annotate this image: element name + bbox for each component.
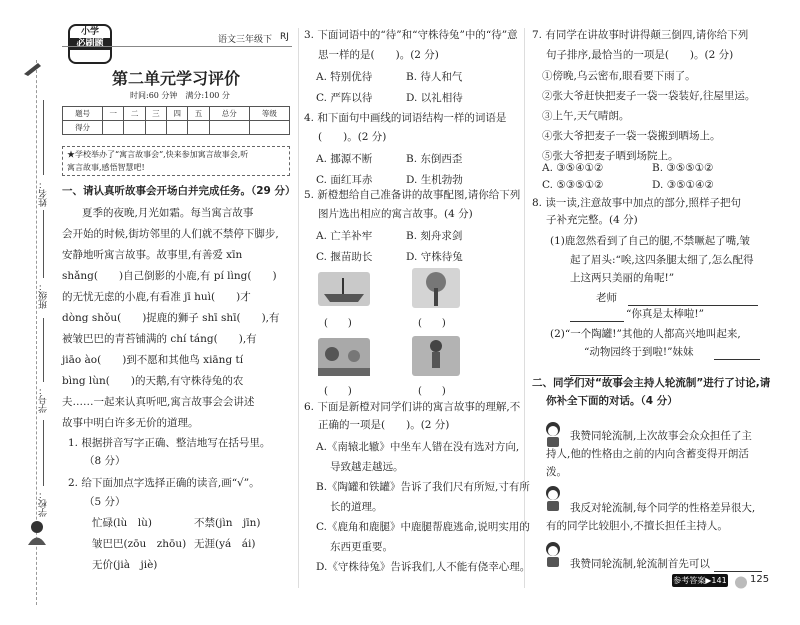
q2-item[interactable]: 不禁(jìn jīn) xyxy=(194,517,261,529)
section2-heading-line: 你补全下面的对话。（4 分） xyxy=(546,395,678,407)
q3-option[interactable]: A. 特别优待 xyxy=(316,71,373,83)
q7-sentence: ④张大爷把麦子一袋一袋搬到晒场上。 xyxy=(542,130,721,142)
q2-item[interactable]: 无价(jià jiè) xyxy=(92,559,158,571)
q7-sentence: ③上午,天气晴朗。 xyxy=(542,110,630,122)
sidebar-school-label: 学校： xyxy=(39,490,49,517)
sidebar-class-label: 班级： xyxy=(39,282,49,309)
q5-picture-farmer xyxy=(412,336,460,376)
q8-line: 子补充完整。(4 分) xyxy=(546,214,638,226)
avatar xyxy=(542,540,564,568)
dialog-line: 我赞同轮流制,上次故事会众众担任了主 xyxy=(570,430,752,442)
sidebar-school-line xyxy=(43,420,44,486)
q6-line: 6. 下面是新橙对同学们讲的寓言故事的理解,不 xyxy=(304,401,521,413)
q6-option-cont: 东西更重要。 xyxy=(330,541,393,553)
q5-picture-boat xyxy=(318,272,370,306)
header-rule xyxy=(62,46,292,47)
notice-line1: ★学校举办了“寓言故事会”,快来参加寓言故事会,听 xyxy=(67,150,249,159)
passage-line: 夫……一起来认真听吧,寓言故事会会讲述 xyxy=(62,396,255,408)
page-number: 125 xyxy=(750,574,770,585)
q8-1-teacher: 老师 xyxy=(596,292,617,304)
q8-line: 8. 读一读,注意故事中加点的部分,照样子把句 xyxy=(532,197,742,209)
score-cell[interactable] xyxy=(103,121,124,135)
q8-1-answer-line-2[interactable] xyxy=(570,310,624,322)
score-cell[interactable] xyxy=(124,121,145,135)
q7-option[interactable]: D. ③⑤①④② xyxy=(652,179,714,191)
time-info: 时间:60 分钟 满分:100 分 xyxy=(130,91,230,100)
logo-line2: 必刷题 xyxy=(70,38,110,50)
score-cell: 一 xyxy=(103,107,124,121)
q7-sentence: ②张大爷赶快把麦子一袋一袋装好,往屋里运。 xyxy=(542,90,756,102)
q7-line: 句子排序,最恰当的一项是( )。(2 分) xyxy=(546,49,734,61)
q8-2-line: (2)“一个陶罐!”其他的人都高兴地叫起来, xyxy=(550,328,741,340)
passage-line: jiāo ào( )到不愿和其他鸟 xiāng tí xyxy=(62,354,244,366)
q6-option[interactable]: A.《南辕北辙》中坐车人错在没有选对方向, xyxy=(316,441,520,453)
answer-key-tab[interactable] xyxy=(672,574,728,587)
dialog-line: 泼。 xyxy=(546,466,567,478)
q5-line: 图片选出相应的寓言故事。(4 分) xyxy=(318,208,473,220)
q5-option: B. 刻舟求剑 xyxy=(406,230,463,242)
dialog-line: 持人,他的性格由之前的内向含蓄变得开朗活 xyxy=(546,448,749,460)
q8-1-reply: “你真是太棒啦!” xyxy=(626,308,704,320)
score-cell: 二 xyxy=(124,107,145,121)
dialog-answer-line[interactable] xyxy=(714,560,762,572)
score-cell[interactable] xyxy=(145,121,166,135)
q8-1-line: 起了眉头:“唉,这四条腿太细了,怎么配得 xyxy=(570,254,754,266)
q7-sentence: ①傍晚,乌云密布,眼看要下雨了。 xyxy=(542,70,696,82)
q5-answer-blank[interactable]: ( ) xyxy=(418,386,446,397)
q7-line: 7. 有同学在讲故事时讲得颠三倒四,请你给下列 xyxy=(532,29,749,41)
q4-option[interactable]: D. 生机勃勃 xyxy=(406,174,463,186)
sidebar-name-label: 姓名： xyxy=(39,180,49,207)
q6-option[interactable]: D.《守株待兔》告诉我们,人不能有侥幸心理。 xyxy=(316,561,531,573)
score-cell: 题号 xyxy=(63,107,103,121)
q5-option: A. 亡羊补牢 xyxy=(316,230,373,242)
q2-text: 2. 给下面加点字选择正确的读音,画“√”。 xyxy=(68,477,260,489)
avatar xyxy=(542,420,564,448)
header-subject: 语文三年级下 xyxy=(218,35,273,45)
q8-1-line: 上这两只美丽的角呢!” xyxy=(570,272,675,284)
q8-2-answer-line-2[interactable] xyxy=(570,364,622,376)
q3-option[interactable]: C. 严阵以待 xyxy=(316,92,373,104)
q2-item[interactable]: 无涯(yá ái) xyxy=(194,538,256,550)
q5-option: D. 守株待兔 xyxy=(406,251,463,263)
q3-line: 3. 下面词语中的“待”和“守株待兔”中的“待”意 xyxy=(304,29,518,41)
sidebar-pencil-icon xyxy=(22,60,42,76)
q2-score: （5 分） xyxy=(84,496,126,508)
passage-line: 会开始的时候,街坊邻里的人们就不禁停下脚步, xyxy=(62,228,279,240)
q5-line: 5. 新橙想给自己准备讲的故事配图,请你给下列 xyxy=(304,189,521,201)
passage-line: 夏季的夜晚,月光如霜。每当寓言故事 xyxy=(82,207,254,219)
q1-score: （8 分） xyxy=(84,455,126,467)
score-cell: 等级 xyxy=(249,107,289,121)
page-title: 第二单元学习评价 xyxy=(112,69,241,88)
q4-option[interactable]: C. 面红耳赤 xyxy=(316,174,373,186)
score-cell: 三 xyxy=(145,107,166,121)
notice-line2: 寓言故事,感悟智慧吧! xyxy=(67,163,145,172)
q4-line: ( )。(2 分) xyxy=(318,131,387,143)
q3-option[interactable]: B. 待人和气 xyxy=(406,71,463,83)
q6-option[interactable]: B.《陶罐和铁罐》告诉了我们尺有所短,寸有所 xyxy=(316,481,530,493)
avatar xyxy=(542,484,564,512)
passage-line: 安静地听寓言故事。故事里,有善爱 xīn xyxy=(62,249,243,261)
sidebar-name-line xyxy=(43,100,44,175)
passage-line: bìng lùn( )的天鹅,有守株待兔的农 xyxy=(62,375,244,387)
q8-2-line: “动物园终于到啦!”妹妹 xyxy=(584,346,694,358)
passage-line: shǎng( )自己倒影的小鹿,有 pí lìng( ) xyxy=(62,270,277,282)
brand-logo xyxy=(68,24,112,64)
passage-line: dòng shǒu( )捉鹿的狮子 shī shī( ),有 xyxy=(62,312,280,324)
q6-option-cont: 导致越走越远。 xyxy=(330,461,404,473)
score-table-header-row xyxy=(63,107,290,121)
q1-text: 1. 根据拼音写字正确、整洁地写在括号里。 xyxy=(68,437,271,449)
dialog-line: 我赞同轮流制,轮流制首先可以 xyxy=(570,558,710,570)
score-cell[interactable] xyxy=(249,121,289,135)
q4-option[interactable]: A. 挪源不断 xyxy=(316,153,373,165)
logo-line1: 小学 xyxy=(80,27,99,37)
q7-sentence: ⑤张大爷把麦子晒到场院上。 xyxy=(542,150,679,162)
section2-heading-line: 二、同学们对“故事会主持人轮流制”进行了讨论,请 xyxy=(532,377,771,389)
q2-item[interactable]: 皱巴巴(zōu zhōu) xyxy=(92,538,187,550)
q8-2-answer-line-1[interactable] xyxy=(714,348,760,360)
sidebar-number-line xyxy=(43,318,44,382)
q3-option[interactable]: D. 以礼相待 xyxy=(406,92,463,104)
score-cell: 五 xyxy=(188,107,209,121)
q6-option-cont: 长的道理。 xyxy=(330,501,383,513)
q4-line: 4. 和下面句中画线的词语结构一样的词语是 xyxy=(304,112,507,124)
score-table xyxy=(62,106,290,135)
q8-1-answer-line-1[interactable] xyxy=(628,294,758,306)
q5-answer-blank[interactable]: ( ) xyxy=(324,386,352,397)
passage-line: 的无忧无虑的小鹿,有看准 jī huì( )才 xyxy=(62,291,251,303)
q7-option[interactable]: A. ③⑤④①② xyxy=(542,162,604,174)
passage-line: 被皱巴巴的青苔铺满的 chí táng( ),有 xyxy=(62,333,257,345)
dialog-line: 有的同学比较胆小,不擅长担任主持人。 xyxy=(546,520,728,532)
notice-box xyxy=(62,146,290,176)
q4-option[interactable]: B. 东倒西歪 xyxy=(406,153,463,165)
sidebar-class-line xyxy=(43,210,44,278)
score-cell: 得分 xyxy=(63,121,103,135)
passage-line: 故事中明白许多无价的道理。 xyxy=(62,417,199,429)
q5-answer-blank[interactable]: ( ) xyxy=(324,318,352,329)
q7-option[interactable]: C. ⑤③⑤①② xyxy=(542,179,604,191)
answer-key-label: 参考答案▶141 xyxy=(673,576,727,585)
q5-picture-field xyxy=(318,338,370,376)
section1-heading: 一、请认真听故事会开场白并完成任务。（29 分） xyxy=(62,185,296,197)
score-table-score-row xyxy=(63,121,290,135)
q5-answer-blank[interactable]: ( ) xyxy=(418,318,446,329)
q6-option[interactable]: C.《鹿角和鹿腿》中鹿腿帮鹿逃命,说明实用的 xyxy=(316,521,530,533)
score-cell[interactable] xyxy=(209,121,249,135)
score-cell[interactable] xyxy=(188,121,209,135)
passage xyxy=(62,203,294,434)
score-cell: 四 xyxy=(167,107,188,121)
q8-1-line: (1)鹿忽然看到了自己的腿,不禁噘起了嘴,皱 xyxy=(550,235,751,247)
page-icon xyxy=(734,574,748,587)
q2-item[interactable]: 忙碌(lù lù) xyxy=(92,517,152,529)
q3-line: 思一样的是( )。(2 分) xyxy=(318,49,439,61)
q6-line: 正确的一项是( )。(2 分) xyxy=(318,419,450,431)
q5-option: C. 揠苗助长 xyxy=(316,251,373,263)
sidebar-number-label: 学号： xyxy=(39,386,49,413)
sidebar-figure-icon xyxy=(24,518,50,546)
column-divider xyxy=(524,28,525,588)
dialog-line: 我反对轮流制,每个同学的性格差异很大, xyxy=(570,502,756,514)
q7-option[interactable]: B. ③⑤⑤①② xyxy=(652,162,714,174)
score-cell: 总分 xyxy=(209,107,249,121)
q5-picture-tree xyxy=(412,268,460,308)
header-edition: RJ xyxy=(280,32,289,42)
score-cell[interactable] xyxy=(167,121,188,135)
column-divider xyxy=(298,28,299,588)
